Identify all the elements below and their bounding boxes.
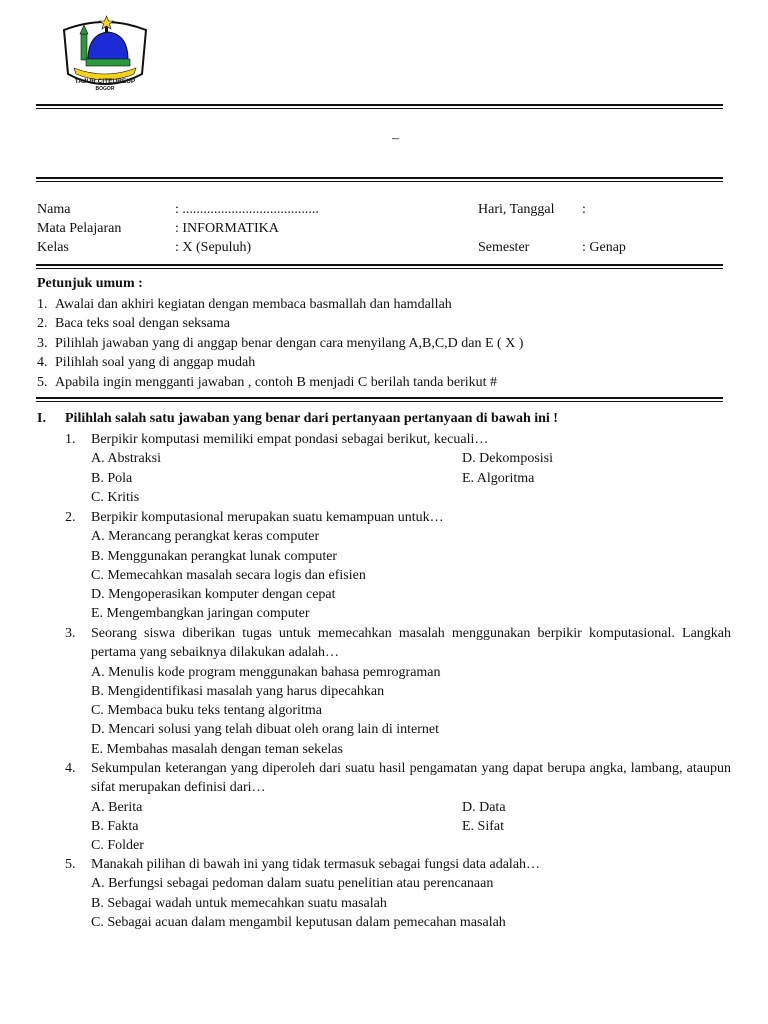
question-number: 3.: [65, 626, 76, 641]
question-2: [65, 508, 731, 624]
question-number: 5.: [65, 857, 76, 872]
option-d[interactable]: D. Dekomposisi: [462, 451, 553, 467]
option-e[interactable]: E. Mengembangkan jaringan computer: [91, 606, 310, 622]
section-number: I.: [37, 411, 46, 426]
semester-label: Semester: [478, 240, 530, 255]
kelas-value: : X (Sepuluh): [175, 240, 252, 255]
option-d[interactable]: D. Mencari solusi yang telah dibuat oleh orang lain di internet: [91, 722, 439, 738]
question-text: Seorang siswa diberikan tugas untuk memecahkan masalah menggunakan berpikir komputasional. Langkah pertama yang sebaiknya dilakukan adalah…: [91, 626, 731, 661]
hari-label: Hari, Tanggal: [478, 202, 555, 217]
option-d[interactable]: D. Data: [462, 799, 506, 815]
option-a[interactable]: A. Berfungsi sebagai pedoman dalam suatu penelitian atau perencanaan: [91, 876, 494, 892]
instruction-item: 2. Baca teks soal dengan seksama: [37, 316, 230, 332]
logo-text: TAJUR CITEUREUP: [74, 78, 136, 85]
options: [91, 527, 731, 623]
option-e[interactable]: E. Membahas masalah dengan teman sekelas: [91, 741, 343, 757]
option-c[interactable]: C. Memecahkan masalah secara logis dan efisien: [91, 567, 366, 583]
mapel-label: Mata Pelajaran: [37, 221, 122, 236]
question-5: [65, 855, 731, 932]
question-number: 4.: [65, 761, 76, 776]
nama-label: Nama: [37, 202, 71, 217]
options: [91, 874, 731, 932]
header-divider-bottom: [36, 177, 723, 182]
option-c[interactable]: C. Folder: [91, 838, 144, 854]
instruction-item: 5. Apabila ingin mengganti jawaban , contoh B menjadi C berilah tanda berikut #: [37, 374, 498, 390]
hari-field[interactable]: :: [582, 202, 586, 217]
instruction-item: 4. Pilihlah soal yang di anggap mudah: [37, 355, 256, 371]
question-3: [65, 624, 731, 759]
kelas-label: Kelas: [37, 240, 69, 255]
option-a[interactable]: A. Berita: [91, 799, 143, 815]
question-text: Sekumpulan keterangan yang diperoleh dari suatu hasil pengamatan yang dapat berupa angka, lambang, ataupun sifat merupakan definisi dari…: [91, 761, 731, 796]
info-divider: [36, 264, 723, 269]
title-dash: –: [392, 131, 399, 146]
header-divider-top: [36, 104, 723, 109]
question-4: [65, 759, 731, 855]
option-b[interactable]: B. Sebagai wadah untuk memecahkan suatu masalah: [91, 895, 387, 911]
options: [91, 663, 731, 759]
option-b[interactable]: B. Menggunakan perangkat lunak computer: [91, 548, 338, 564]
question-1: [65, 430, 731, 507]
option-c[interactable]: C. Kritis: [91, 489, 140, 505]
option-b[interactable]: B. Mengidentifikasi masalah yang harus dipecahkan: [91, 683, 385, 699]
question-number: 2.: [65, 510, 76, 525]
option-a[interactable]: A. Merancang perangkat keras computer: [91, 529, 320, 545]
option-c[interactable]: C. Membaca buku teks tentang algoritma: [91, 703, 322, 719]
question-number: 1.: [65, 432, 76, 447]
instructions-divider: [36, 397, 723, 402]
option-a[interactable]: A. Menulis kode program menggunakan bahasa pemrograman: [91, 664, 441, 680]
nama-field[interactable]: : .......................................: [175, 202, 319, 217]
instructions-heading: Petunjuk umum :: [37, 276, 143, 291]
school-logo: [58, 12, 152, 98]
option-a[interactable]: A. Abstraksi: [91, 451, 161, 467]
option-c[interactable]: C. Sebagai acuan dalam mengambil keputusan dalam pemecahan masalah: [91, 914, 506, 930]
semester-value: : Genap: [582, 240, 626, 255]
options: [91, 798, 731, 856]
option-e[interactable]: E. Algoritma: [462, 470, 535, 486]
instruction-item: 3. Pilihlah jawaban yang di anggap benar dengan cara menyilang A,B,C,D dan E ( X ): [37, 335, 524, 351]
question-text: Berpikir komputasi memiliki empat pondasi sebagai berikut, kecuali…: [91, 432, 489, 447]
option-b[interactable]: B. Pola: [91, 470, 133, 486]
options: [91, 449, 731, 507]
question-text: Berpikir komputasional merupakan suatu kemampuan untuk…: [91, 510, 444, 525]
option-b[interactable]: B. Fakta: [91, 818, 139, 834]
logo-subtext: BOGOR: [95, 86, 115, 92]
section-title: Pilihlah salah satu jawaban yang benar dari pertanyaan pertanyaan di bawah ini !: [65, 411, 558, 426]
option-d[interactable]: D. Mengoperasikan komputer dengan cepat: [91, 587, 336, 603]
instructions-list: [37, 295, 523, 392]
instruction-item: 1. Awalai dan akhiri kegiatan dengan membaca basmallah dan hamdallah: [37, 297, 452, 312]
option-e[interactable]: E. Sifat: [462, 818, 504, 834]
question-text: Manakah pilihan di bawah ini yang tidak termasuk sebagai fungsi data adalah…: [91, 857, 541, 872]
mapel-value: : INFORMATIKA: [175, 221, 279, 236]
